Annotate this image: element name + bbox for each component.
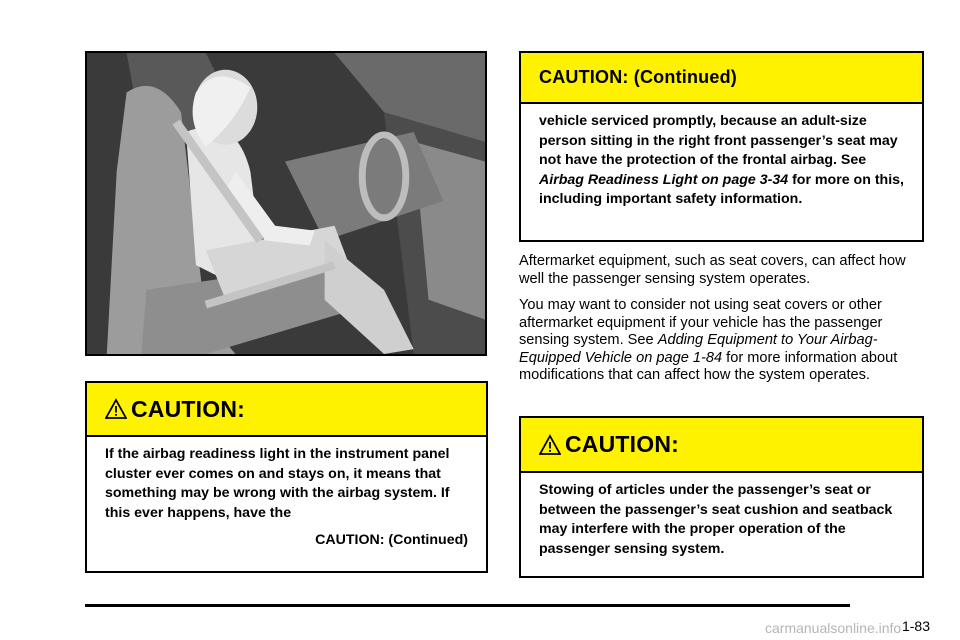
paragraph-text: You may want to consider not using seat covers or other aftermarket equipment if your vehicle has the passenger sensing system. See: [519, 297, 883, 349]
woman-seated-illustration-icon: [87, 53, 485, 354]
caution-header: [521, 53, 922, 104]
caution-box-seat-articles: [519, 416, 924, 578]
paragraph-seat-covers: [519, 297, 927, 385]
cross-reference-link: Adding Equipment to Your Airbag-Equipped Vehicle on page 1-84: [519, 332, 878, 366]
caution-text-end: for more on this, including important safety information.: [539, 171, 904, 208]
caution-body: [521, 104, 922, 220]
warning-triangle-icon: [105, 398, 127, 420]
cross-reference-link: Airbag Readiness Light on page 3-34: [539, 171, 789, 188]
passenger-illustration: [85, 51, 487, 356]
paragraph-text-end: for more information about modifications that can affect how the system operates.: [519, 349, 898, 384]
caution-continued-label: CAUTION: (Continued): [315, 532, 468, 549]
caution-title: CAUTION:: [565, 431, 680, 457]
caution-box-airbag-light: [85, 381, 488, 573]
caution-body: [87, 437, 486, 561]
caution-title: CAUTION: (Continued): [539, 67, 737, 87]
watermark: carmanualsonline.info: [765, 620, 902, 636]
footer-divider: [85, 604, 850, 607]
caution-text: vehicle serviced promptly, because an adult-size person sitting in the right front passenger’s seat may not have the protection of the frontal airbag. See: [539, 113, 898, 169]
caution-text: If the airbag readiness light in the instrument panel cluster ever comes on and stays on, it means that something may be wrong with the airbag system. If this ever happens, have the: [105, 446, 450, 521]
caution-title: CAUTION:: [131, 395, 246, 422]
caution-header: [87, 383, 486, 437]
paragraph-aftermarket: Aftermarket equipment, such as seat covers, can affect how well the passenger sensing system operates.: [519, 253, 906, 287]
caution-box-continued: [519, 51, 924, 242]
caution-header: [521, 418, 922, 473]
page-number: 1-83: [901, 618, 930, 634]
warning-triangle-icon: [539, 434, 561, 456]
caution-body: Stowing of articles under the passenger’s seat or between the passenger’s seat cushion and seatback may interfere with the proper operation of the passenger sensing system.: [539, 482, 893, 557]
